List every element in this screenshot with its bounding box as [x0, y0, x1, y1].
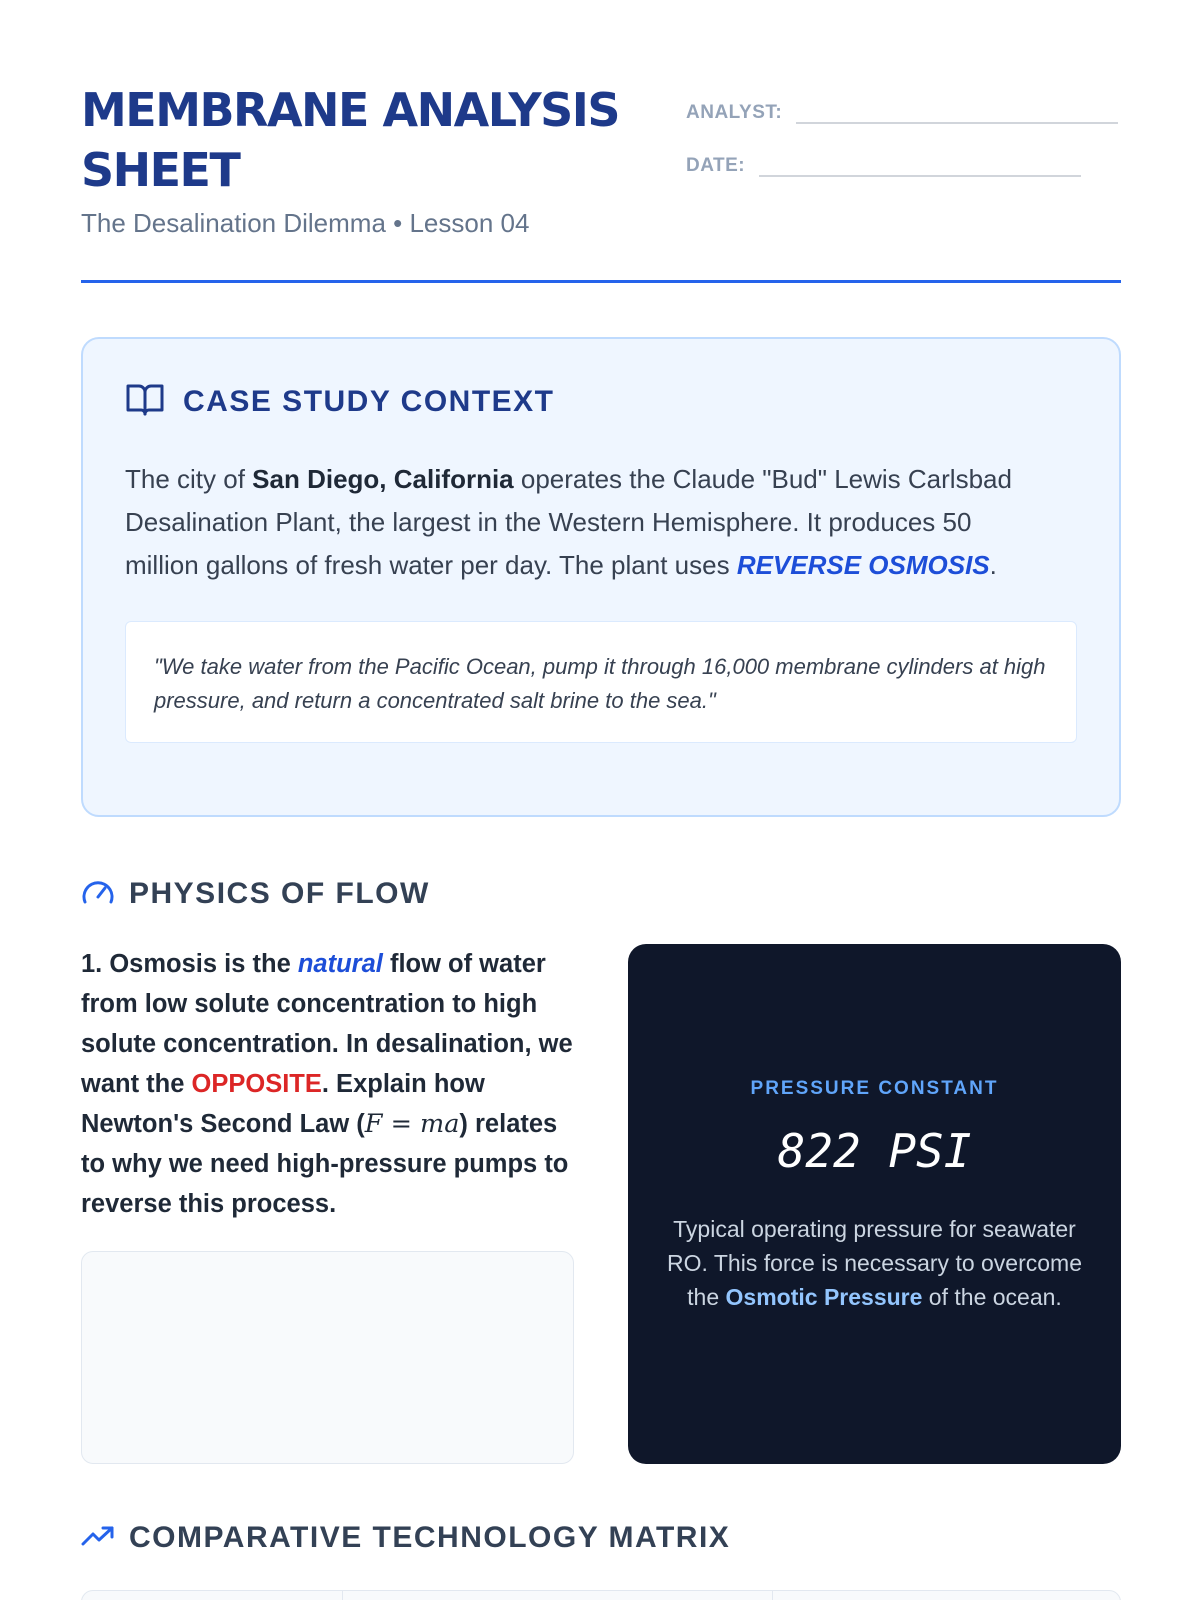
case-study-header: [125, 381, 1077, 422]
case-study-box: [81, 337, 1121, 817]
analyst-label: ANALYST:: [686, 102, 783, 123]
case-study-title: CASE STUDY CONTEXT: [183, 384, 555, 418]
gauge-icon: [81, 876, 115, 911]
book-open-icon: [125, 381, 165, 422]
date-label: DATE:: [686, 155, 746, 176]
matrix-title: COMPARATIVE TECHNOLOGY MATRIX: [129, 1521, 731, 1554]
date-input-line[interactable]: [759, 175, 1081, 177]
physics-header: [81, 876, 430, 911]
date-field: [686, 141, 1121, 177]
newton-equation: F = ma: [364, 1109, 460, 1139]
analyst-field: [686, 88, 1121, 124]
natural-emphasis: natural: [297, 950, 383, 978]
page-title: MEMBRANE ANALYSIS SHEET: [81, 83, 620, 197]
plant-quote: "We take water from the Pacific Ocean, pump it through 16,000 membrane cylinders at high pressure, and return a concentrated salt brine to the sea.": [125, 621, 1077, 743]
table-column-divider: [772, 1591, 773, 1600]
matrix-header: [81, 1521, 730, 1555]
case-study-text: The city of San Diego, California operates the Claude "Bud" Lewis Carlsbad Desalination Plant, the largest in the Western Hemisphere. It produces 50 million gallons of fresh water per day. The plant uses REVERSE OSMOSIS.: [125, 464, 1012, 580]
pressure-card: [628, 944, 1121, 1464]
physics-title: PHYSICS OF FLOW: [129, 876, 430, 910]
pressure-label: PRESSURE CONSTANT: [750, 1078, 999, 1099]
header-divider: [81, 280, 1121, 283]
process-name: REVERSE OSMOSIS: [736, 550, 990, 580]
question-1: 1. Osmosis is the natural flow of water from low solute concentration to high solute concentration. In desalination, we want the OPPOSITE. Explain how Newton's Second Law (F = ma) relates to why we need high-pressure pumps to reverse this process.: [81, 950, 573, 1218]
header-fields: [686, 88, 1121, 194]
page-header: [81, 80, 1121, 284]
technology-matrix-table: [81, 1590, 1121, 1600]
trending-up-icon: [81, 1524, 115, 1553]
table-column-divider: [342, 1591, 343, 1600]
answer-box-1[interactable]: [81, 1251, 574, 1464]
pressure-value: 822 PSI: [777, 1124, 972, 1178]
analyst-input-line[interactable]: [796, 122, 1118, 124]
city-name: San Diego, California: [252, 464, 514, 494]
osmotic-pressure-highlight: Osmotic Pressure: [725, 1284, 923, 1310]
pressure-description: Typical operating pressure for seawater RO. This force is necessary to overcome the Osmotic Pressure of the ocean.: [667, 1216, 1082, 1310]
page-subtitle: The Desalination Dilemma • Lesson 04: [81, 208, 530, 238]
opposite-emphasis: OPPOSITE: [191, 1070, 322, 1098]
